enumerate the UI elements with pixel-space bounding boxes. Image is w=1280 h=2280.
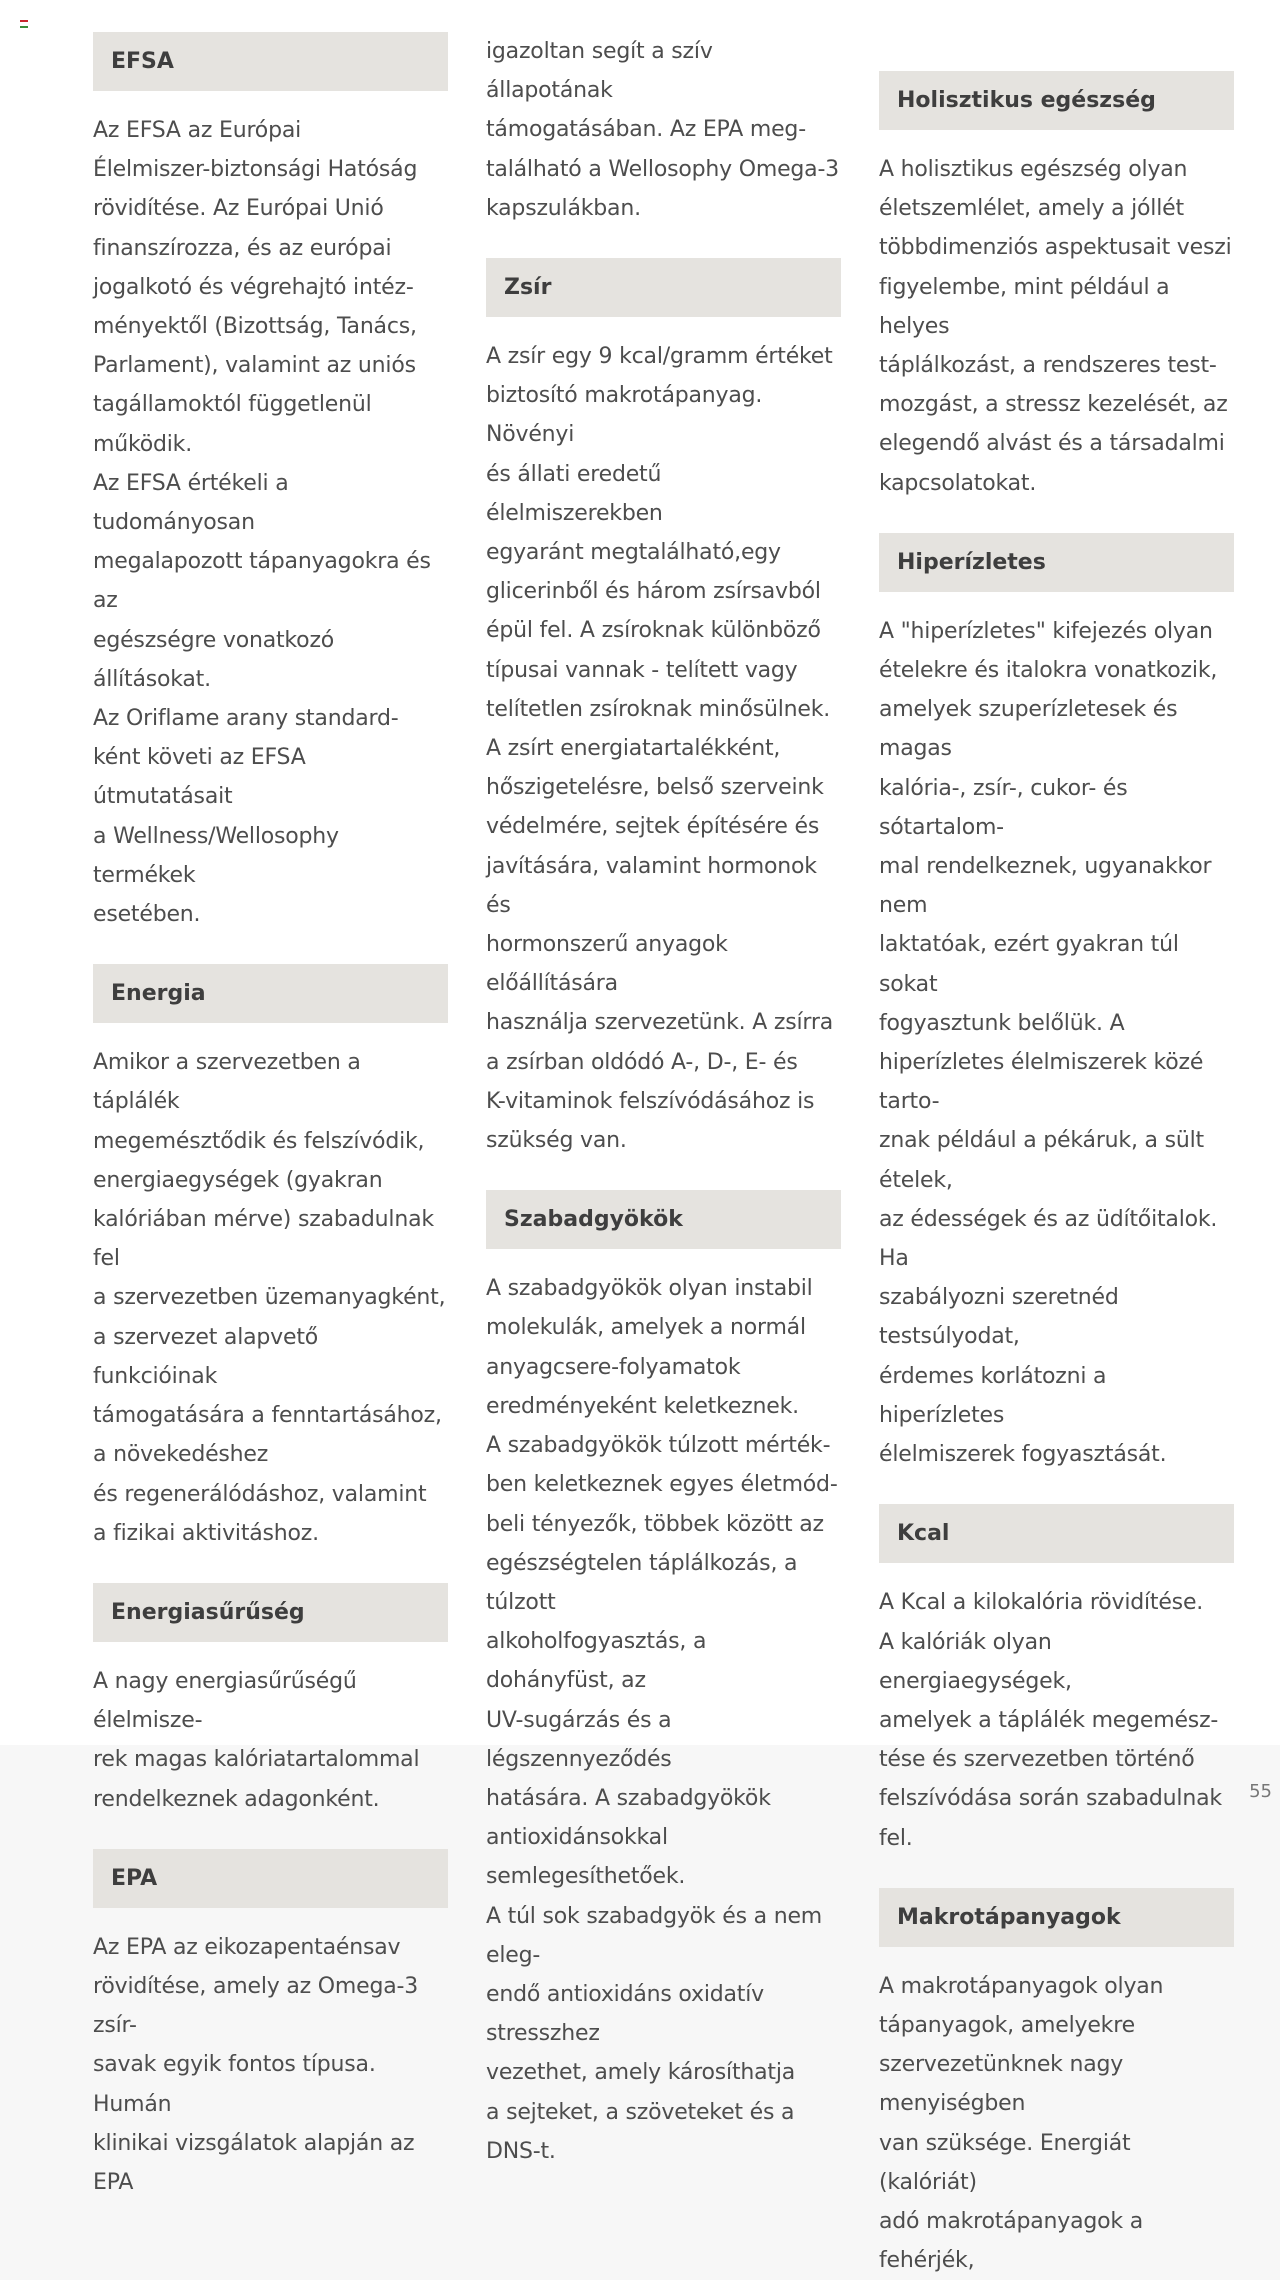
glossary-term-heading: Energia [93,964,448,1023]
definition-line: ételekre és italokra vonatkozik, [879,658,1218,684]
definition-line: élelmiszerek fogyasztását. [879,1442,1167,1468]
definition-line: a fizikai aktivitáshoz. [93,1520,319,1546]
definition-line: tápanyagok, amelyekre [879,2012,1135,2038]
glossary-definition [93,111,448,934]
definition-line: molekulák, amelyek a normál [486,1315,806,1341]
definition-line: és regenerálódáshoz, valamint [93,1481,427,1507]
glossary-definition [879,1967,1234,2280]
definition-line: adó makrotápanyagok a fehérjék, [879,2208,1144,2274]
definition-line: alkoholfogyasztás, a dohányfüst, az [486,1629,707,1694]
definition-line: A szabadgyökök olyan instabil [486,1276,813,1302]
definition-line: finanszírozza, és az európai [93,235,392,261]
definition-line: hiperízletes élelmiszerek közé tarto- [879,1050,1204,1115]
glossary-term-heading: Zsír [486,258,841,317]
definition-line: energiaegységek (gyakran [93,1167,383,1193]
glossary-definition [93,1043,448,1553]
definition-line: K-vitaminok felszívódásához is [486,1088,815,1114]
definition-line: Az Oriflame arany standard- [93,706,399,732]
page-number: 55 [1249,1781,1272,1802]
definition-line: épül fel. A zsíroknak különböző [486,618,821,644]
glossary-term-heading: EPA [93,1849,448,1908]
definition-line: biztosító makrotápanyag. Növényi [486,383,763,448]
glossary-term-heading: Hiperízletes [879,533,1234,592]
definition-line: A nagy energiasűrűségű élelmisze- [93,1668,357,1734]
glossary-definition [486,1269,841,2171]
definition-line: savak egyik fontos típusa. Humán [93,2052,376,2117]
definition-line: szervezetünknek nagy menyiségben [879,2052,1124,2117]
glossary-term-heading: Kcal [879,1504,1234,1563]
definition-line: többdimenziós aspektusait veszi [879,235,1232,261]
definition-line: az édességek és az üdítőitalok. Ha [879,1206,1218,1272]
definition-line: támogatására a fenntartásához, [93,1403,442,1429]
definition-line: hőszigetelésre, belső szerveink [486,775,824,801]
definition-line: támogatásában. Az EPA meg- [486,117,806,143]
definition-line: van szüksége. Energiát (kalóriát) [879,2130,1131,2195]
definition-line: A makrotápanyagok olyan [879,1973,1164,1999]
definition-line: és állati eredetű élelmiszerekben [486,461,663,526]
definition-line: jogalkotó és végrehajtó intéz- [93,274,414,300]
glossary-column-3 [879,71,1234,2280]
definition-line: UV-sugárzás és a légszennyeződés [486,1707,672,1772]
definition-line: kapszulákban. [486,195,641,221]
definition-line: Az EFSA az Európai [93,118,302,143]
definition-line: eredményeként keletkeznek. [486,1393,799,1419]
definition-line: A holisztikus egészség olyan [879,157,1188,182]
definition-line: szabályozni szeretnéd testsúlyodat, [879,1285,1119,1350]
definition-line: elegendő alvást és a társadalmi [879,431,1225,457]
definition-line: beli tényezők, többek között az [486,1511,824,1537]
glossary-definition [93,1662,448,1819]
definition-line: mozgást, a stressz kezelését, az [879,392,1228,418]
definition-line: amelyek a táplálék megemész- [879,1707,1219,1733]
flag-stripe-bottom [20,26,28,28]
flag-stripe-middle [20,23,28,25]
definition-line: megalapozott tápanyagokra és az [93,549,431,614]
glossary-definition [879,150,1234,503]
definition-line: egyaránt megtalálható,egy [486,540,781,566]
definition-line: ményektől (Bizottság, Tanács, [93,314,417,340]
definition-line: figyelembe, mint például a helyes [879,274,1170,339]
definition-line: A kalóriák olyan energiaegységek, [879,1629,1072,1694]
definition-line: kalória-, zsír-, cukor- és sótartalom- [879,775,1128,840]
definition-line: rendelkeznek adagonként. [93,1786,380,1812]
definition-line: antioxidánsokkal semlegesíthetőek. [486,1825,686,1890]
definition-line: javítására, valamint hormonok és [486,853,817,918]
definition-line: Parlament), valamint az uniós [93,353,416,379]
definition-line: A "hiperízletes" kifejezés olyan [879,618,1213,644]
definition-line: felszívódása során szabadulnak fel. [879,1786,1222,1851]
definition-line: fogyasztunk belőlük. A [879,1010,1125,1036]
definition-line: típusai vannak - telített vagy [486,657,798,683]
definition-line: A túl sok szabadgyök és a nem eleg- [486,1903,823,1968]
definition-line: ként követi az EFSA útmutatásait [93,745,306,810]
definition-line: a sejteket, a szöveteket és a DNS-t. [486,2099,795,2164]
definition-line: a szervezet alapvető funkcióinak [93,1324,319,1389]
definition-line: A zsír egy 9 kcal/gramm értéket [486,344,833,370]
definition-line: rek magas kalóriatartalommal [93,1747,420,1773]
glossary-term-heading: Energiasűrűség [93,1583,448,1642]
definition-line: a szervezetben üzemanyagként, [93,1285,446,1311]
definition-line: hormonszerű anyagok előállítására [486,932,728,997]
definition-line: táplálkozást, a rendszeres test- [879,353,1217,379]
definition-line: Élelmiszer-biztonsági Hatóság [93,157,418,183]
definition-line: Az EPA az eikozapentaénsav [93,1934,401,1960]
definition-line: a növekedéshez [93,1442,269,1468]
definition-line: endő antioxidáns oxidatív stresszhez [486,1981,764,2047]
definition-line: telítetlen zsíroknak minősülnek. [486,696,831,722]
language-flag-icon[interactable] [20,20,28,27]
definition-line: igazoltan segít a szív állapotának [486,39,713,104]
definition-line: érdemes korlátozni a hiperízletes [879,1363,1107,1428]
definition-line: védelmére, sejtek építésére és [486,814,820,840]
glossary-definition [486,32,841,228]
definition-line: glicerinből és három zsírsavból [486,579,821,605]
definition-line: a zsírban oldódó A-, D-, E- és [486,1049,798,1075]
glossary-definition [93,1928,448,2202]
definition-line: amelyek szuperízletesek és magas [879,697,1178,762]
definition-line: egészségre vonatkozó állításokat. [93,627,335,692]
definition-line: mal rendelkeznek, ugyanakkor nem [879,854,1212,919]
definition-line: szükség van. [486,1128,627,1154]
definition-line: A Kcal a kilokalória rövidítése. [879,1590,1204,1616]
definition-line: megemésztődik és felszívódik, [93,1128,425,1154]
glossary-definition [486,337,841,1160]
glossary-term-heading: Szabadgyökök [486,1190,841,1249]
definition-line: vezethet, amely károsíthatja [486,2060,796,2086]
definition-line: znak például a pékáruk, a sült ételek, [879,1128,1204,1193]
definition-line: anyagcsere-folyamatok [486,1354,741,1380]
glossary-term-heading: Holisztikus egészség [879,71,1234,130]
definition-line: klinikai vizsgálatok alapján az EPA [93,2130,415,2195]
definition-line: használja szervezetünk. A zsírra [486,1010,833,1036]
definition-line: laktatóak, ezért gyakran túl sokat [879,932,1179,997]
definition-line: kapcsolatokat. [879,470,1037,496]
glossary-column-1 [93,32,448,2202]
glossary-definition [879,1583,1234,1857]
definition-line: Az EFSA értékeli a tudományosan [93,470,289,536]
glossary-definition [879,612,1234,1474]
definition-line: hatására. A szabadgyökök [486,1785,771,1811]
glossary-column-2 [486,32,841,2171]
definition-line: rövidítése, amely az Omega-3 zsír- [93,1973,419,2039]
definition-line: életszemlélet, amely a jóllét [879,196,1184,222]
definition-line: A szabadgyökök túlzott mérték- [486,1433,831,1459]
definition-line: ben keletkeznek egyes életmód- [486,1472,838,1498]
glossary-term-heading: EFSA [93,32,448,91]
definition-line: rövidítése. Az Európai Unió [93,196,384,222]
glossary-term-heading: Makrotápanyagok [879,1888,1234,1947]
definition-line: kalóriában mérve) szabadulnak fel [93,1207,434,1272]
definition-line: a Wellness/Wellosophy termékek [93,823,339,888]
flag-stripe-top [20,20,28,22]
definition-line: tése és szervezetben történő [879,1747,1195,1773]
definition-line: esetében. [93,902,201,928]
definition-line: található a Wellosophy Omega-3 [486,156,839,182]
definition-line: egészségtelen táplálkozás, a túlzott [486,1550,798,1615]
definition-line: Amikor a szervezetben a táplálék [93,1050,361,1115]
definition-line: tagállamoktól függetlenül működik. [93,392,372,457]
definition-line: A zsírt energiatartalékként, [486,736,781,762]
